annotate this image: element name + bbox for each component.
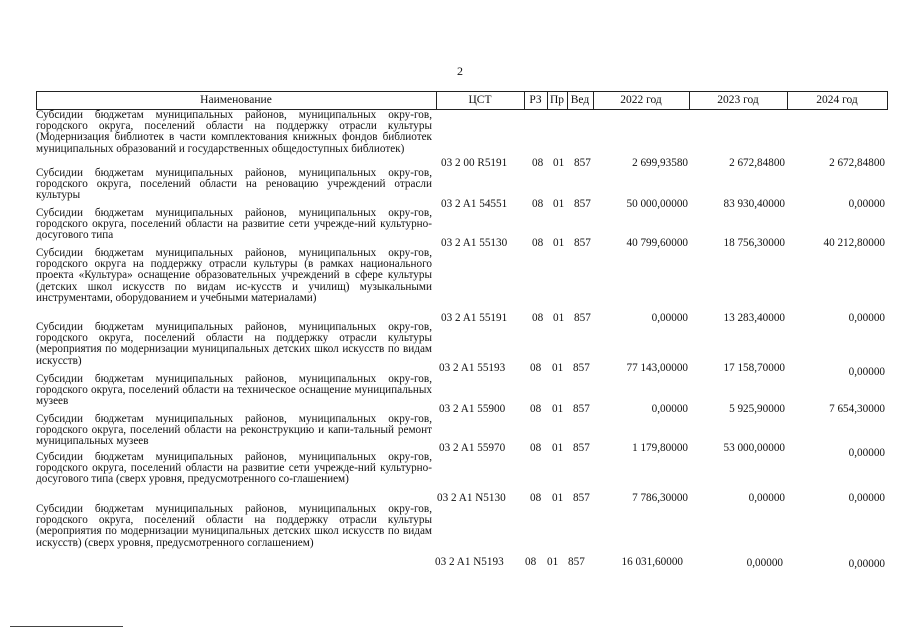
row-tsst: 03 2 00 R5191: [441, 157, 508, 169]
row-tsst: 03 2 A1 N5130: [437, 492, 506, 504]
row-2023: 83 930,40000: [723, 198, 785, 210]
row-ved: 857: [573, 442, 590, 454]
row-2022: 77 143,00000: [626, 362, 688, 374]
header-pr: Пр: [549, 94, 565, 106]
row-rz: 08: [530, 442, 542, 454]
row-ved: 857: [574, 157, 591, 169]
row-pr: 01: [552, 362, 564, 374]
row-2024: 40 212,80000: [823, 237, 885, 249]
row-2022: 0,00000: [651, 403, 688, 415]
row-ved: 857: [573, 492, 590, 504]
row-rz: 08: [530, 492, 542, 504]
footnote-separator: [10, 626, 123, 627]
row-2023: 5 925,90000: [729, 403, 785, 415]
row-2022: 16 031,60000: [621, 556, 683, 568]
header-2024: 2024 год: [816, 94, 858, 106]
header-2022: 2022 год: [620, 94, 662, 106]
row-tsst: 03 2 A1 55193: [439, 362, 506, 374]
row-name: Субсидии бюджетам муниципальных районов, муниципальных окру-гов, городского округа, поселений области на реновацию учреждений отрасли культуры: [36, 167, 432, 202]
row-2023: 2 672,84800: [729, 157, 785, 169]
row-2023: 0,00000: [746, 557, 783, 569]
row-rz: 08: [532, 157, 544, 169]
row-pr: 01: [552, 442, 564, 454]
header-ved: Вед: [570, 94, 590, 106]
row-2024: 0,00000: [848, 492, 885, 504]
page-number: 2: [457, 64, 463, 78]
row-2024: 0,00000: [848, 366, 885, 378]
row-ved: 857: [573, 403, 590, 415]
row-2022: 2 699,93580: [632, 157, 688, 169]
row-name: Субсидии бюджетам муниципальных районов, муниципальных окру-гов, городского округа на поддержку отрасли культуры (в рамках национального проекта «Культура» оснащение образовательных учреждений в сфере культуры (детских школ искусств по видам ис-кусств и училищ) музыкальными инструментами, оборудованием и учебными материалами): [36, 247, 432, 304]
row-pr: 01: [553, 237, 565, 249]
row-rz: 08: [530, 403, 542, 415]
row-rz: 08: [532, 312, 544, 324]
row-pr: 01: [547, 556, 559, 568]
row-pr: 01: [553, 157, 565, 169]
row-pr: 01: [552, 403, 564, 415]
row-ved: 857: [573, 362, 590, 374]
row-rz: 08: [532, 237, 544, 249]
row-ved: 857: [568, 556, 585, 568]
row-tsst: 03 2 A1 N5193: [435, 556, 504, 568]
row-2023: 13 283,40000: [723, 312, 785, 324]
row-ved: 857: [574, 312, 591, 324]
row-tsst: 03 2 A1 55970: [439, 442, 506, 454]
row-2024: 0,00000: [848, 558, 885, 570]
row-2023: 0,00000: [748, 492, 785, 504]
row-pr: 01: [553, 198, 565, 210]
row-name: Субсидии бюджетам муниципальных районов, муниципальных окру-гов, городского округа, поселений области на поддержку отрасли культуры (Модернизация библиотек в части комплектования книжных фондов библиотек муниципальных образований и государственных общедоступных библиотек): [36, 109, 432, 155]
header-name: Наименование: [200, 94, 272, 106]
row-tsst: 03 2 A1 54551: [441, 198, 508, 210]
row-name: Субсидии бюджетам муниципальных районов, муниципальных окру-гов, городского округа, поселений области на техническое оснащение муниципальных музеев: [36, 373, 432, 408]
row-2024: 0,00000: [848, 198, 885, 210]
row-2022: 1 179,80000: [632, 442, 688, 454]
row-name: Субсидии бюджетам муниципальных районов, муниципальных окру-гов, городского округа, поселений области на развитие сети учрежде-ний культурно-досугового типа (сверх уровня, предусмотренного со-глашением): [36, 451, 432, 486]
header-2023: 2023 год: [717, 94, 759, 106]
row-rz: 08: [530, 362, 542, 374]
row-rz: 08: [525, 556, 537, 568]
row-ved: 857: [574, 198, 591, 210]
row-2023: 17 158,70000: [723, 362, 785, 374]
row-name: Субсидии бюджетам муниципальных районов, муниципальных окру-гов, городского округа, поселений области на поддержку отрасли культуры (мероприятия по модернизации муниципальных детских школ искусств по видам искусств): [36, 321, 432, 367]
row-2023: 18 756,30000: [723, 237, 785, 249]
row-name: Субсидии бюджетам муниципальных районов, муниципальных окру-гов, городского округа, поселений области на развитие сети учрежде-ний культурно-досугового типа: [36, 207, 432, 242]
row-2022: 7 786,30000: [632, 492, 688, 504]
table-header: [36, 91, 887, 110]
row-2024: 0,00000: [848, 312, 885, 324]
row-2022: 0,00000: [651, 312, 688, 324]
row-2024: 2 672,84800: [829, 157, 885, 169]
row-pr: 01: [552, 492, 564, 504]
row-tsst: 03 2 A1 55191: [441, 312, 508, 324]
row-pr: 01: [553, 312, 565, 324]
header-tsst: ЦСТ: [468, 94, 492, 106]
row-tsst: 03 2 A1 55900: [439, 403, 506, 415]
row-tsst: 03 2 A1 55130: [441, 237, 508, 249]
row-ved: 857: [574, 237, 591, 249]
row-2024: 7 654,30000: [829, 403, 885, 415]
row-2022: 40 799,60000: [626, 237, 688, 249]
row-2022: 50 000,00000: [626, 198, 688, 210]
row-name: Субсидии бюджетам муниципальных районов, муниципальных окру-гов, городского округа, поселений области на поддержку отрасли культуры (мероприятия по модернизации муниципальных детских школ искусств по видам искусств) (сверх уровня, предусмотренного соглашением): [36, 503, 432, 549]
row-rz: 08: [532, 198, 544, 210]
row-2024: 0,00000: [848, 447, 885, 459]
row-name: Субсидии бюджетам муниципальных районов, муниципальных окру-гов, городского округа, поселений области на реконструкцию и капи-тальный ремонт муниципальных музеев: [36, 413, 432, 448]
row-2023: 53 000,00000: [723, 442, 785, 454]
header-rz: РЗ: [529, 94, 542, 106]
